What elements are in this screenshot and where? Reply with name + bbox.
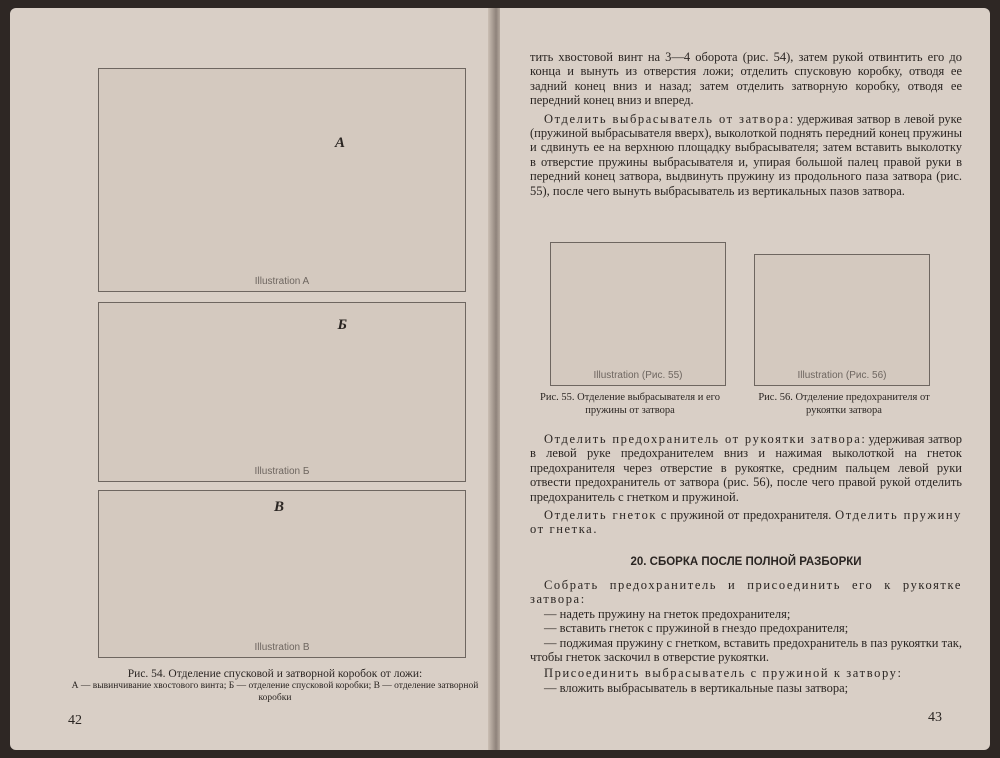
list-item: — вложить выбрасыватель в вертикальные пазы затвора; <box>544 680 849 695</box>
figure-56-caption: Рис. 56. Отделение предохранителя от рукоятки затвора <box>758 392 930 417</box>
figure-label: Illustration Б <box>254 466 310 477</box>
figure-54c <box>98 490 466 658</box>
paragraph-3 <box>530 432 962 504</box>
right-page <box>500 8 990 750</box>
paragraph-1: тить хвостовой винт на 3—4 оборота (рис. 54), затем рукой отвинтить его до конца и вынуть из отверстия ложи; отделить спусковую коробку, отводя ее задний конец вниз и назад; затем отделить затворную коробку, отводя ее передний конец вниз и вперед. <box>530 50 962 108</box>
paragraph-2-lead: Отделить выбрасыватель от затвора <box>544 111 790 126</box>
paragraph-2-body: : удерживая затвор в левой руке (пружиной выбрасывателя вверх), выколоткой поднять передний конец пружины и сдвинуть ее на верхнюю площадку выбрасывателя; затем вставить выколотку в отверстие пружины выбрасывателя и, упирая большой палец правой руки в передний конец затвора, выдвинуть пружину из продольного паза затвора (рис. 55), после чего вынуть выбрасыватель из вертикальных пазов затвора. <box>530 111 963 198</box>
figure-55-caption: Рис. 55. Отделение выбрасывателя и его пружины от затвора <box>540 392 720 417</box>
list-item: — надеть пружину на гнеток предохранителя; <box>544 606 791 621</box>
paragraph-5-end: : <box>580 592 585 607</box>
paragraph-4-middle: с пружиной от предохранителя. <box>657 508 836 523</box>
page-number-right: 43 <box>928 710 942 725</box>
text-block-top <box>530 50 962 198</box>
figure-54-caption <box>62 667 488 705</box>
list-item: — вставить гнеток с пружиной в гнездо предохранителя; <box>544 621 849 636</box>
figure-label: Illustration (Рис. 56) <box>797 370 887 381</box>
caption-title: Рис. 54. Отделение спусковой и затворной коробок от ложи: <box>127 668 423 680</box>
paragraph-6-end: : <box>897 666 901 681</box>
paragraph-5 <box>530 578 962 607</box>
figure-54b <box>98 302 466 482</box>
paragraph-4-lead-2: Отделить пружину от гнетка <box>530 508 962 537</box>
paragraph-2 <box>530 112 962 198</box>
section-heading: 20. СБОРКА ПОСЛЕ ПОЛНОЙ РАЗБОРКИ <box>630 556 862 568</box>
text-block-middle <box>530 432 962 537</box>
text-block-bottom <box>530 578 962 695</box>
paragraph-4 <box>530 508 962 537</box>
list-item: — поджимая пружину с гнетком, вставить предохранитель в паз рукоятки так, чтобы гнеток заскочил в отверстие рукоятки. <box>530 635 962 665</box>
paragraph-5-lead: Собрать предохранитель и присоединить его к рукоятке затвора <box>530 578 962 607</box>
figure-tag: В <box>274 499 285 515</box>
paragraph-6-lead: Присоединить выбрасыватель с пружиной к затвору <box>544 666 898 681</box>
figure-label: Illustration A <box>254 276 310 287</box>
figure-55 <box>550 242 726 386</box>
figure-56 <box>754 254 930 386</box>
caption-legend: А — вывинчивание хвостового винта; Б — отделение спусковой коробки; В — отделение затворной коробки <box>71 681 479 704</box>
figure-54a <box>98 68 466 292</box>
figure-tag: А <box>334 135 345 151</box>
page-number-left: 42 <box>68 713 82 728</box>
left-page <box>10 8 494 750</box>
paragraph-3-body: : удерживая затвор в левой руке предохранителем вниз и нажимая выколоткой на гнеток предохранителя через отверстие в рукоятке, средним пальцем левой руки отвести предохранитель от затвора (рис. 56), после чего правой рукой отделить предохранитель с гнетком и пружиной. <box>530 432 962 504</box>
paragraph-6 <box>530 666 962 680</box>
paragraph-4-end: . <box>593 522 597 537</box>
figure-label: Illustration В <box>254 642 310 653</box>
paragraph-4-lead-1: Отделить гнеток <box>544 508 658 523</box>
figure-tag: Б <box>337 317 347 333</box>
paragraph-3-lead: Отделить предохранитель от рукоятки затвора <box>544 432 862 446</box>
figure-label: Illustration (Рис. 55) <box>593 370 683 381</box>
